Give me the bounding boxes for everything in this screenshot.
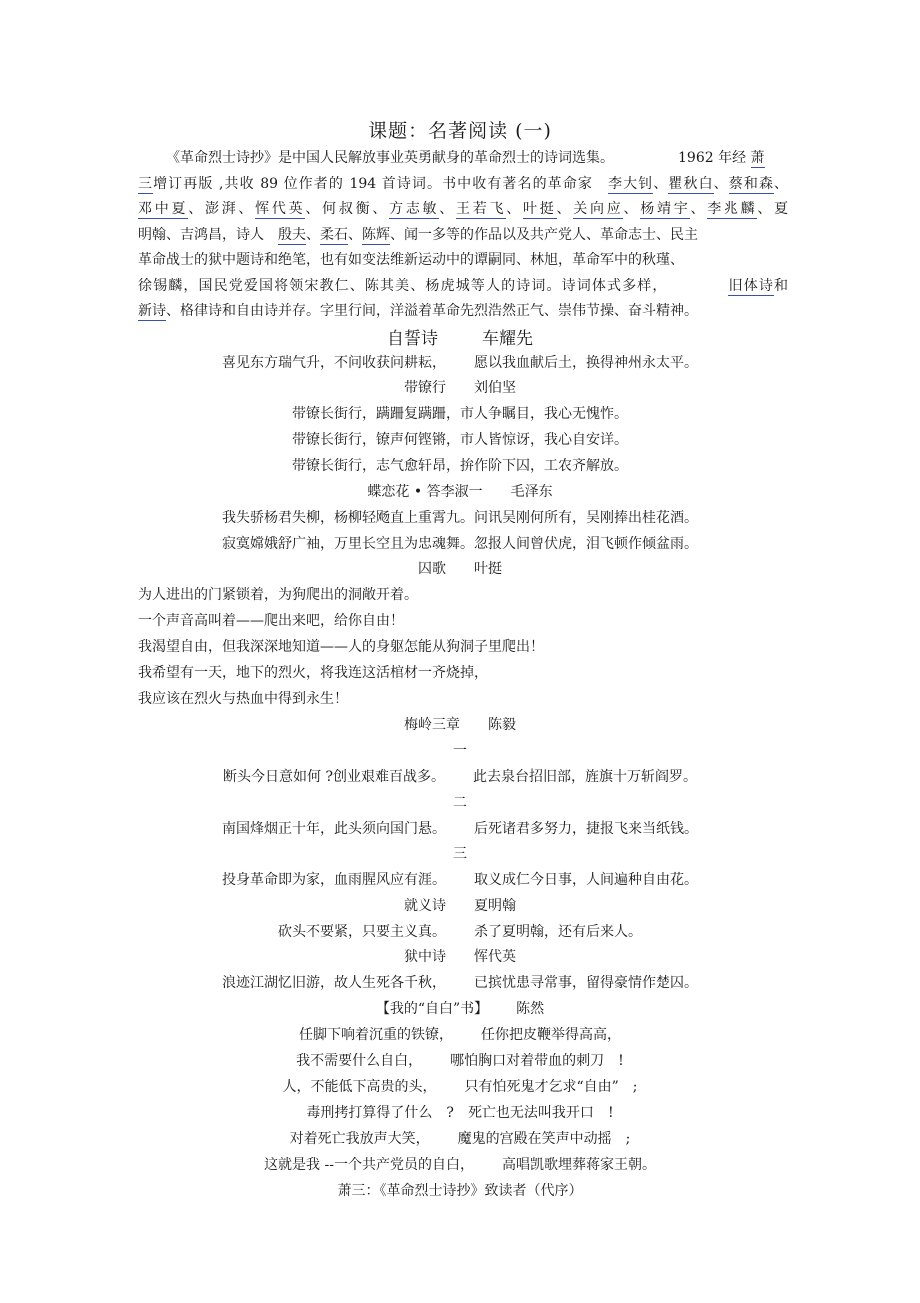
stanza-number: 三 [453, 846, 467, 862]
poem-heading: 蝶恋花 • 答李淑一 毛泽东 [367, 484, 553, 500]
poem-heading: 梅岭三章 陈毅 [404, 717, 516, 733]
underlined-name: 三 [138, 175, 154, 192]
poem-line: 为人进出的门紧锁着，为狗爬出的洞敞开着。 [138, 587, 418, 603]
underlined-name: 新诗 [138, 303, 166, 319]
poem-heading: 自誓诗 车耀先 [387, 329, 533, 349]
poem-heading: 就义诗 夏明翰 [404, 898, 516, 914]
underlined-name: 方志敏 [389, 201, 440, 217]
poem-line: 毒刑拷打算得了什么 ? 死亡也无法叫我开口 ! [306, 1105, 614, 1121]
underlined-name: 陈辉 [362, 226, 390, 243]
poem-line: 带镣长街行，蹒跚复蹒跚，市人争瞩目，我心无愧怍。 [292, 406, 628, 422]
intro-line-7: 新诗、格律诗和自由诗并存。字里行间，洋溢着革命先烈浩然正气、崇伟节操、奋斗精神。 [138, 303, 698, 319]
underlined-name: 旧体诗 [727, 277, 775, 294]
intro-line-4: 明翰、吉鸿昌，诗人 殷夫、柔石、陈辉、闻一多等的作品以及共产党人、革命志士、民主 [138, 226, 698, 243]
poem-line: 我不需要什么自白， 哪怕胸口对着带血的刺刀 ! [296, 1053, 624, 1069]
poem-line: 我希望有一天，地下的烈火，将我连这活棺材一齐烧掉， [138, 665, 488, 681]
poem-heading: 狱中诗 恽代英 [404, 949, 516, 965]
stanza-number: 一 [453, 743, 467, 759]
poem-heading: 【我的“自白”书】 陈然 [375, 1001, 545, 1017]
poem-line: 我失骄杨君失柳，杨柳轻飏直上重霄九。问讯吴刚何所有，吴刚捧出桂花酒。 [222, 510, 698, 526]
poem-line: 我渴望自由，但我深深地知道——人的身躯怎能从狗洞子里爬出！ [138, 639, 544, 655]
poem-line: 对着死亡我放声大笑， 魔鬼的宫殿在笑声中动摇 ; [289, 1131, 631, 1147]
poem-line: 浪迹江湖忆旧游，故人生死各千秋， 已摈忧患寻常事，留得豪情作楚囚。 [222, 975, 698, 991]
underlined-name: 李兆麟 [707, 201, 758, 217]
intro-paragraph [138, 146, 788, 325]
intro-line-1: 《革命烈士诗抄》是中国人民解放事业英勇献身的革命烈士的诗词选集。 1962 年经 萧 [166, 150, 765, 166]
page-title: 课题：名著阅读 (一) [368, 120, 552, 142]
underlined-name: 杨靖宇 [640, 201, 691, 217]
poem-line: 断头今日意如何 ?创业艰难百战多。 此去泉台招旧部，旌旗十万斩阎罗。 [223, 769, 697, 785]
underlined-name: 柔石 [320, 226, 348, 243]
underlined-name: 萧 [750, 150, 765, 166]
underlined-name: 蔡和森 [728, 175, 775, 192]
footer-caption: 萧三：《革命烈士诗抄》致读者（代序） [337, 1183, 583, 1199]
intro-line-3: 邓中夏、澎湃、恽代英、何叔衡、方志敏、王若飞、叶挺、关向应、杨靖宇、李兆麟、夏 [138, 201, 788, 217]
underlined-name: 恽代英 [255, 201, 306, 217]
poem-heading: 带镣行 刘伯坚 [404, 380, 516, 396]
poem-heading: 囚歌 叶挺 [418, 561, 502, 577]
poem-line: 人，不能低下高贵的头， 只有怕死鬼才乞求“自由” ; [282, 1079, 638, 1095]
intro-line-5: 革命战士的狱中题诗和绝笔，也有如变法维新运动中的谭嗣同、林旭，革命军中的秋瑾、 [138, 252, 684, 268]
poem-line: 任脚下响着沉重的铁镣， 任你把皮鞭举得高高， [299, 1027, 621, 1043]
poem-line: 投身革命即为家，血雨腥风应有涯。 取义成仁今日事，人间遍种自由花。 [222, 872, 698, 888]
poem-line: 一个声音高叫着——爬出来吧，给你自由！ [138, 613, 404, 629]
poem-line: 砍头不要紧，只要主义真。 杀了夏明翰，还有后来人。 [278, 924, 642, 940]
intro-line-6: 徐锡麟，国民党爱国将领宋教仁、陈其美、杨虎城等人的诗词。诗词体式多样， 旧体诗和 [138, 277, 788, 294]
poem-line: 带镣长街行，志气愈轩昂，拚作阶下囚，工农齐解放。 [292, 458, 628, 474]
underlined-name: 王若飞 [456, 201, 507, 217]
poem-line: 寂寞嫦娥舒广袖，万里长空且为忠魂舞。忽报人间曾伏虎，泪飞顿作倾盆雨。 [222, 536, 698, 552]
intro-line-2: 三增订再版 ,共收 89 位作者的 194 首诗词。书中收有著名的革命家 李大钊、瞿秋白、蔡和森、 [138, 175, 788, 192]
underlined-name: 殷夫 [278, 226, 306, 243]
poem-line: 带镣长街行，镣声何铿锵，市人皆惊讶，我心自安详。 [292, 432, 628, 448]
underlined-name: 瞿秋白 [668, 175, 714, 192]
poem-line: 这就是我 --一个共产党员的自白， 高唱凯歌埋葬蒋家王朝。 [264, 1157, 656, 1173]
underlined-name: 邓中夏 [138, 201, 189, 217]
poem-line: 我应该在烈火与热血中得到永生！ [138, 691, 348, 707]
underlined-name: 李大钊 [608, 175, 654, 192]
poem-line: 南国烽烟正十年，此头须向国门悬。 后死诸君多努力，捷报飞来当纸钱。 [222, 821, 698, 837]
underlined-name: 叶挺 [523, 201, 557, 217]
underlined-name: 关向应 [573, 201, 624, 217]
poem-line: 喜见东方瑞气升，不问收获问耕耘， 愿以我血献后土，换得神州永太平。 [222, 355, 698, 371]
stanza-number: 二 [453, 795, 467, 811]
